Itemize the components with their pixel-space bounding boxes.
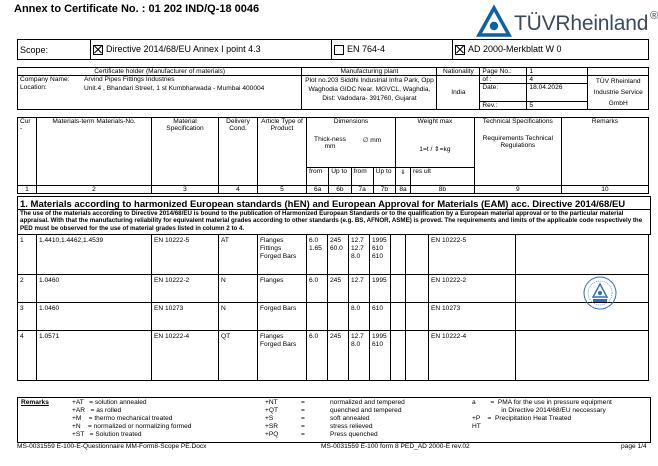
tech-req-label: Requirements Technical Regulations bbox=[482, 135, 553, 149]
of-label: of : bbox=[480, 76, 527, 84]
rev-value: 5 bbox=[527, 102, 588, 110]
row-cur: 4 bbox=[18, 331, 37, 381]
col-7a-from: from bbox=[351, 168, 373, 186]
dimensions-label: Dimensions bbox=[333, 118, 369, 125]
checkbox-empty-icon bbox=[334, 45, 344, 55]
col-num-1: 1 bbox=[18, 186, 37, 194]
row-diameter-up: 1995 610 610 bbox=[370, 235, 391, 275]
legend-column-2-eq: = = = = = bbox=[301, 399, 305, 438]
row-thickness-from: 6.0 bbox=[307, 331, 328, 381]
column-header-table bbox=[17, 117, 649, 194]
issuer-line-1: TÜV Rheinland bbox=[595, 78, 641, 85]
row-weight-arrow bbox=[391, 235, 406, 275]
row-spec: EN 10222-4 bbox=[152, 331, 219, 381]
row-remarks bbox=[516, 235, 649, 275]
row-thickness-up: 245 60.0 bbox=[328, 235, 349, 275]
holder-label: Certificate holder (Manufacturer of materials) bbox=[18, 68, 302, 76]
scope-option-en764-label: EN 764-4 bbox=[347, 44, 386, 55]
col-num-7a: 7a bbox=[351, 186, 373, 194]
legend-column-2-text: normalized and tempered quenched and tempered soft annealed stress relieved Press quenched bbox=[330, 399, 405, 438]
row-cur: 2 bbox=[18, 275, 37, 303]
nationality-value: India bbox=[437, 76, 480, 110]
col-cur-header: Cur - bbox=[18, 118, 37, 186]
col-article-header: Article Type of Product bbox=[258, 118, 307, 186]
row-thickness-up: 245 bbox=[328, 331, 349, 381]
col-num-10: 10 bbox=[561, 186, 648, 194]
col-num-6a: 6a bbox=[307, 186, 329, 194]
holder-info-table bbox=[17, 67, 649, 110]
row-diameter-from: 12.7 bbox=[349, 275, 370, 303]
logo-registered-mark: ® bbox=[650, 10, 658, 22]
company-label: Company Name: bbox=[18, 76, 83, 84]
row-weight-result bbox=[406, 303, 429, 331]
col-materials-header: Materials-term Materials-No. bbox=[37, 118, 152, 186]
page-no-value: 1 bbox=[527, 68, 588, 76]
col-8b-result: res ult bbox=[411, 168, 475, 186]
row-remarks bbox=[516, 331, 649, 381]
row-spec: EN 10273 bbox=[152, 303, 219, 331]
row-weight-arrow bbox=[391, 331, 406, 381]
scope-option-directive bbox=[91, 40, 332, 60]
col-tech-header bbox=[474, 118, 561, 186]
scope-label: Scope: bbox=[18, 40, 91, 60]
tuv-logo-icon bbox=[476, 6, 512, 40]
row-weight-arrow bbox=[391, 303, 406, 331]
row-thickness-from: 6.0 bbox=[307, 275, 328, 303]
col-num-7b: 7b bbox=[373, 186, 395, 194]
row-cur: 1 bbox=[18, 235, 37, 275]
checkbox-checked-icon bbox=[93, 45, 103, 55]
col-num-4: 4 bbox=[219, 186, 258, 194]
row-material: 1.0571 bbox=[37, 331, 152, 381]
col-8a-arrow: ⇓ bbox=[396, 168, 411, 186]
section-note: The use of the materials according to Directive 2014/68/EU is bound to the publication of Harmonized European Standards or to the qualification by a European material approval or to the particular material appraisal. With that the manufacturing reliability for equivalent material grades according to other standards (e.g. BS, AFNOR, ASME) is proved. The requirements and limits of the applicable code respectively the PED must be observed for the use of material grades listed in column 2 to 4. bbox=[17, 209, 651, 235]
scope-option-ad2000-label: AD 2000-Merkblatt W 0 bbox=[468, 44, 562, 55]
company-name: Arvind Pipes Fittings Industries bbox=[82, 76, 302, 84]
col-num-3: 3 bbox=[152, 186, 219, 194]
row-article: Forged Bars bbox=[258, 303, 307, 331]
row-article: Flanges Fittings Forged Bars bbox=[258, 235, 307, 275]
row-thickness-from: 6.0 1.65 bbox=[307, 235, 328, 275]
tech-label: Technical Specifications bbox=[482, 118, 553, 125]
col-6b-up: Up to bbox=[329, 168, 351, 186]
row-tech-spec: EN 10222-4 bbox=[429, 331, 516, 381]
row-diameter-up: 1995 bbox=[370, 275, 391, 303]
plant-address: Plot no.203 Siddhi Industrial Infra Park, Opp Waghodia GIDC Near. MGVCL, Waghdia, Dist: Vadodara- 391760, Gujarat bbox=[302, 76, 437, 110]
table-row bbox=[18, 275, 649, 303]
col-num-8b: 8b bbox=[411, 186, 475, 194]
checkbox-checked-icon bbox=[455, 45, 465, 55]
page-no-label: Page No.: bbox=[480, 68, 527, 76]
footer-center: MS-0031559 E-100 form 8 PED_AD 2000-E rev.02 bbox=[321, 443, 470, 450]
row-thickness-from bbox=[307, 303, 328, 331]
weight-unit-label: 1=t / ⇕=kg bbox=[419, 146, 451, 153]
legend-column-1: +AT = solution annealed +AR = as rolled +M = thermo mechanical treated +N = normalized or normalizing formed +ST = Solution treated bbox=[72, 399, 192, 438]
section-title-box bbox=[17, 196, 651, 210]
legend-column-2-codes: +NT +QT +S +SR +PQ bbox=[265, 399, 279, 438]
col-dimensions-header bbox=[307, 118, 396, 168]
table-row bbox=[18, 331, 649, 381]
of-value: 4 bbox=[527, 76, 588, 84]
footer-left: MS-0031559 E-100-E-Questionnaire MM-Form8-Scope PE.Docx bbox=[17, 443, 207, 450]
row-cur: 3 bbox=[18, 303, 37, 331]
remarks-legend bbox=[17, 397, 651, 443]
row-article: Flanges bbox=[258, 275, 307, 303]
footer-right: page 1/4 bbox=[621, 443, 647, 450]
col-7b-up: Up to bbox=[373, 168, 395, 186]
diameter-label: ∅ mm bbox=[362, 137, 382, 144]
section-title: 1. Materials according to harmonized European standards (hEN) and European Approval for Materials (EAM) acc. Directive 2014/68/EU bbox=[20, 199, 626, 210]
row-diameter-up: 1995 610 bbox=[370, 331, 391, 381]
row-delivery-cond: AT bbox=[219, 235, 258, 275]
scope-option-directive-label: Directive 2014/68/EU Annex I point 4.3 bbox=[106, 44, 261, 55]
location-label: Location: bbox=[18, 84, 83, 110]
row-weight-result bbox=[406, 235, 429, 275]
col-num-5: 5 bbox=[258, 186, 307, 194]
col-spec-header: Material Specification bbox=[152, 118, 219, 186]
tuv-logo-text bbox=[514, 12, 658, 36]
row-tech-spec: EN 10273 bbox=[429, 303, 516, 331]
col-weight-header bbox=[396, 118, 475, 168]
rev-label: Rev.: bbox=[480, 102, 527, 110]
row-tech-spec: EN 10222-2 bbox=[429, 275, 516, 303]
plant-label: Manufacturing plant bbox=[302, 68, 437, 76]
col-num-6b: 6b bbox=[329, 186, 351, 194]
col-num-9: 9 bbox=[474, 186, 561, 194]
weight-label: Weight max bbox=[417, 118, 453, 125]
issuer-line-3: GmbH bbox=[608, 100, 628, 107]
table-row bbox=[18, 303, 649, 331]
row-spec: EN 10222-5 bbox=[152, 235, 219, 275]
row-diameter-from: 12.7 12.7 8.0 bbox=[349, 235, 370, 275]
row-weight-result bbox=[406, 331, 429, 381]
row-material: 1.0460 bbox=[37, 303, 152, 331]
date-value: 18.04.2026 bbox=[527, 84, 588, 102]
col-remarks-header: Remarks bbox=[561, 118, 648, 186]
row-diameter-from: 8.0 bbox=[349, 303, 370, 331]
row-weight-result bbox=[406, 275, 429, 303]
blank-cell bbox=[588, 68, 649, 76]
row-tech-spec: EN 10222-5 bbox=[429, 235, 516, 275]
legend-column-3: a = PMA for the use in pressure equipment in Directive 2014/68/EU neccessary +P = Precipitation Heat Treated HT bbox=[472, 399, 612, 430]
col-delivery-header: Delivery Cond. bbox=[219, 118, 258, 186]
thickness-label: Thick-ness mm bbox=[314, 136, 346, 150]
row-spec: EN 10222-2 bbox=[152, 275, 219, 303]
scope-option-ad2000 bbox=[453, 40, 649, 60]
row-weight-arrow bbox=[391, 275, 406, 303]
table-row bbox=[18, 235, 649, 275]
nationality-label: Nationality bbox=[437, 68, 480, 76]
issuer-cell bbox=[588, 76, 649, 110]
annex-title: Annex to Certificate No. : 01 202 IND/Q-18 0046 bbox=[14, 3, 260, 15]
scope-table bbox=[17, 39, 649, 60]
row-delivery-cond: N bbox=[219, 275, 258, 303]
logo-wordmark: TÜVRheinland bbox=[514, 12, 649, 35]
location-value: Unit.4 , Bhandari Street, 1 st Kumbharwada - Mumbai 400004 bbox=[82, 84, 302, 110]
date-label: Date: bbox=[480, 84, 527, 102]
row-article: Flanges Forged Bars bbox=[258, 331, 307, 381]
row-delivery-cond: N bbox=[219, 303, 258, 331]
row-thickness-up bbox=[328, 303, 349, 331]
col-6a-from: from bbox=[307, 168, 329, 186]
scope-option-en764 bbox=[332, 40, 453, 60]
row-delivery-cond: QT bbox=[219, 331, 258, 381]
row-diameter-up: 610 bbox=[370, 303, 391, 331]
row-thickness-up: 245 bbox=[328, 275, 349, 303]
row-material: 1.4410,1.4462,1.4539 bbox=[37, 235, 152, 275]
issuer-line-2: Industrie Service bbox=[593, 89, 643, 96]
col-num-8a: 8a bbox=[396, 186, 411, 194]
col-num-2: 2 bbox=[37, 186, 152, 194]
materials-table bbox=[17, 234, 649, 381]
row-diameter-from: 12.7 8.0 bbox=[349, 331, 370, 381]
tuv-seal-icon bbox=[582, 275, 618, 311]
remarks-legend-title: Remarks bbox=[21, 399, 49, 406]
row-material: 1.0460 bbox=[37, 275, 152, 303]
